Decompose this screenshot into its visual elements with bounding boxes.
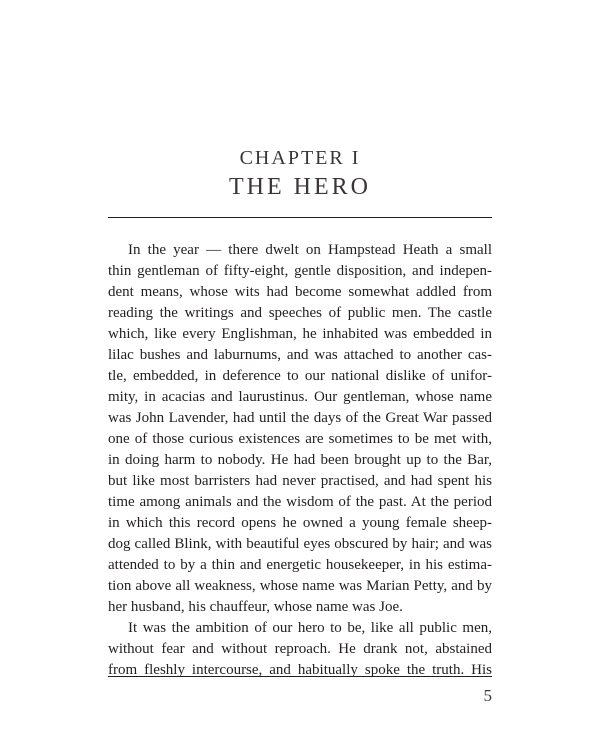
text-line: mity, in acacias and laurustinus. Our gentleman, whose name: [108, 389, 492, 405]
text-line: from fleshly intercourse, and habitually spoke the truth. His: [108, 662, 492, 678]
page-number: 5: [483, 686, 492, 705]
text-line: dent means, whose wits had become somewhat addled from: [108, 284, 492, 300]
text-line: her husband, his chauffeur, whose name was Joe.: [108, 599, 403, 615]
chapter-body-text: [108, 240, 492, 681]
text-line: It was the ambition of our hero to be, like all public men,: [128, 620, 492, 636]
text-line: without fear and without reproach. He drank not, abstained: [108, 641, 492, 657]
text-line: dog called Blink, with beautiful eyes obscured by hair; and was: [108, 536, 492, 552]
text-line: thin gentleman of fifty-eight, gentle disposition, and indepen-: [108, 263, 492, 279]
text-line: but like most barristers had never practised, and had spent his: [108, 473, 492, 489]
top-divider-rule: [108, 217, 492, 218]
chapter-title: THE HERO: [229, 174, 371, 200]
text-line: in which this record opens he owned a young female sheep-: [108, 515, 492, 531]
text-line: tion above all weakness, whose name was Marian Petty, and by: [108, 578, 492, 594]
text-line: time among animals and the wisdom of the past. At the period: [108, 494, 492, 510]
text-line: tle, embedded, in deference to our national dislike of unifor-: [108, 368, 492, 384]
text-line: reading the writings and speeches of public men. The castle: [108, 305, 492, 321]
text-line: attended to by a thin and energetic housekeeper, in his estima-: [108, 557, 492, 573]
text-line: was John Lavender, had until the days of the Great War passed: [108, 410, 492, 426]
text-line: one of those curious existences are sometimes to be met with,: [108, 431, 492, 447]
text-line: which, like every Englishman, he inhabited was embedded in: [108, 326, 492, 342]
text-line: in doing harm to nobody. He had been brought up to the Bar,: [108, 452, 492, 468]
text-line: lilac bushes and laburnums, and was attached to another cas-: [108, 347, 492, 363]
bottom-divider-rule: [108, 676, 492, 677]
text-line: In the year — there dwelt on Hampstead Heath a small: [128, 242, 492, 258]
chapter-number: CHAPTER I: [239, 147, 361, 169]
